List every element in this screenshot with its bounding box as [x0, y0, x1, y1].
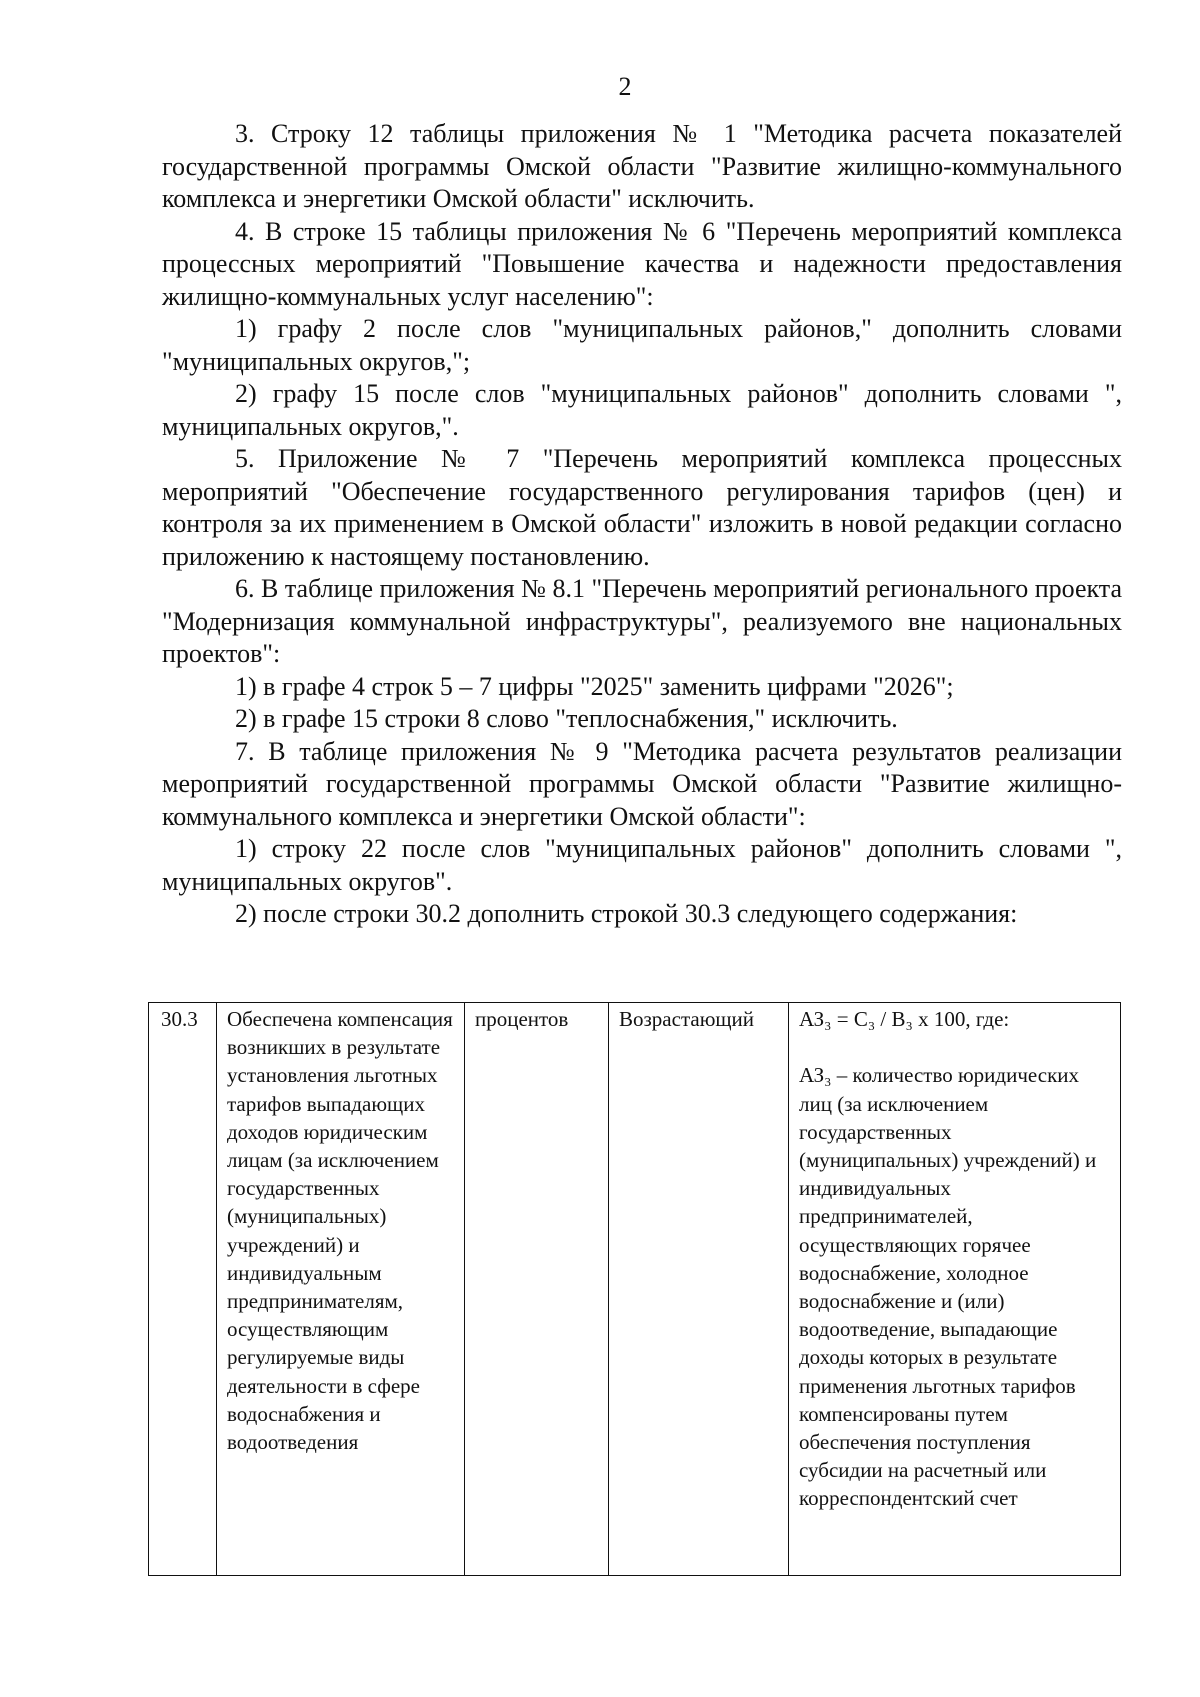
paragraph-item-5: 5. Приложение № 7 "Перечень мероприятий комплекса процессных мероприятий "Обеспечение государственного регулирования тарифов (цен) и контроля за их применением в Омской области" изложить в новой редакции согласно приложению к настоящему постановлению.	[162, 444, 1122, 571]
formula-definition: АЗ₃ – количество юридических лиц (за исключением государственных (муниципальных) учреждений) и индивидуальных предпринимателей, осуществляющих горячее водоснабжение, холодное водоснабжение и (или) водоотведение, выпадающие доходы которых в результате применения льготных тарифов компенсированы путем обеспечения поступления субсидии на расчетный или корреспондентский счет	[799, 1063, 1097, 1511]
cell-method	[789, 1003, 1121, 1576]
page-number: 2	[618, 72, 632, 101]
paragraph-item-6: 6. В таблице приложения № 8.1 "Перечень мероприятий регионального проекта "Модернизация коммунальной инфраструктуры", реализуемого вне национальных проектов":	[162, 574, 1122, 668]
paragraph-item-4: 4. В строке 15 таблицы приложения № 6 "Перечень мероприятий комплекса процессных мероприятий "Повышение качества и надежности предоставления жилищно-коммунальных услуг населению":	[162, 216, 1122, 311]
paragraph-item-7-2: 2) после строки 30.2 дополнить строкой 30.3 следующего содержания:	[235, 899, 1018, 928]
cell-row-number: 30.3	[149, 1003, 217, 1576]
paragraph-item-4-1: 1) графу 2 после слов "муниципальных районов," дополнить словами "муниципальных округов,";	[162, 314, 1122, 376]
paragraph-item-6-1: 1) в графе 4 строк 5 – 7 цифры "2025" заменить цифрами "2026";	[235, 671, 954, 701]
formula-gap	[799, 1033, 1112, 1061]
cell-trend: Возрастающий	[609, 1003, 789, 1576]
cell-unit: процентов	[465, 1003, 609, 1576]
table-row	[149, 1003, 1121, 1576]
cell-result-name: Обеспечена компенсация возникших в результате установления льготных тарифов выпадающих доходов юридическим лицам (за исключением государственных (муниципальных) учреждений) и индивидуальным предпринимателям, осуществляющим регулируемые виды деятельности в сфере водоснабжения и водоотведения	[217, 1003, 465, 1576]
paragraph-item-7-1: 1) строку 22 после слов "муниципальных районов" дополнить словами ", муниципальных округов".	[162, 834, 1122, 896]
paragraph-item-4-2: 2) графу 15 после слов "муниципальных районов" дополнить словами ", муниципальных округов,".	[162, 379, 1122, 441]
formula-text: АЗ₃ = С₃ / В₃ х 100, где:	[799, 1007, 1010, 1031]
document-body	[162, 118, 1122, 931]
paragraph-item-6-2: 2) в графе 15 строки 8 слово "теплоснабжения," исключить.	[235, 704, 898, 733]
paragraph-item-7: 7. В таблице приложения № 9 "Методика расчета результатов реализации мероприятий государственной программы Омской области "Развитие жилищно-коммунального комплекса и энергетики Омской области":	[162, 736, 1122, 831]
paragraph-item-3: 3. Строку 12 таблицы приложения № 1 "Методика расчета показателей государственной программы Омской области "Развитие жилищно-коммунального комплекса и энергетики Омской области" исключить.	[162, 119, 1122, 213]
indicator-table	[148, 1002, 1121, 1576]
